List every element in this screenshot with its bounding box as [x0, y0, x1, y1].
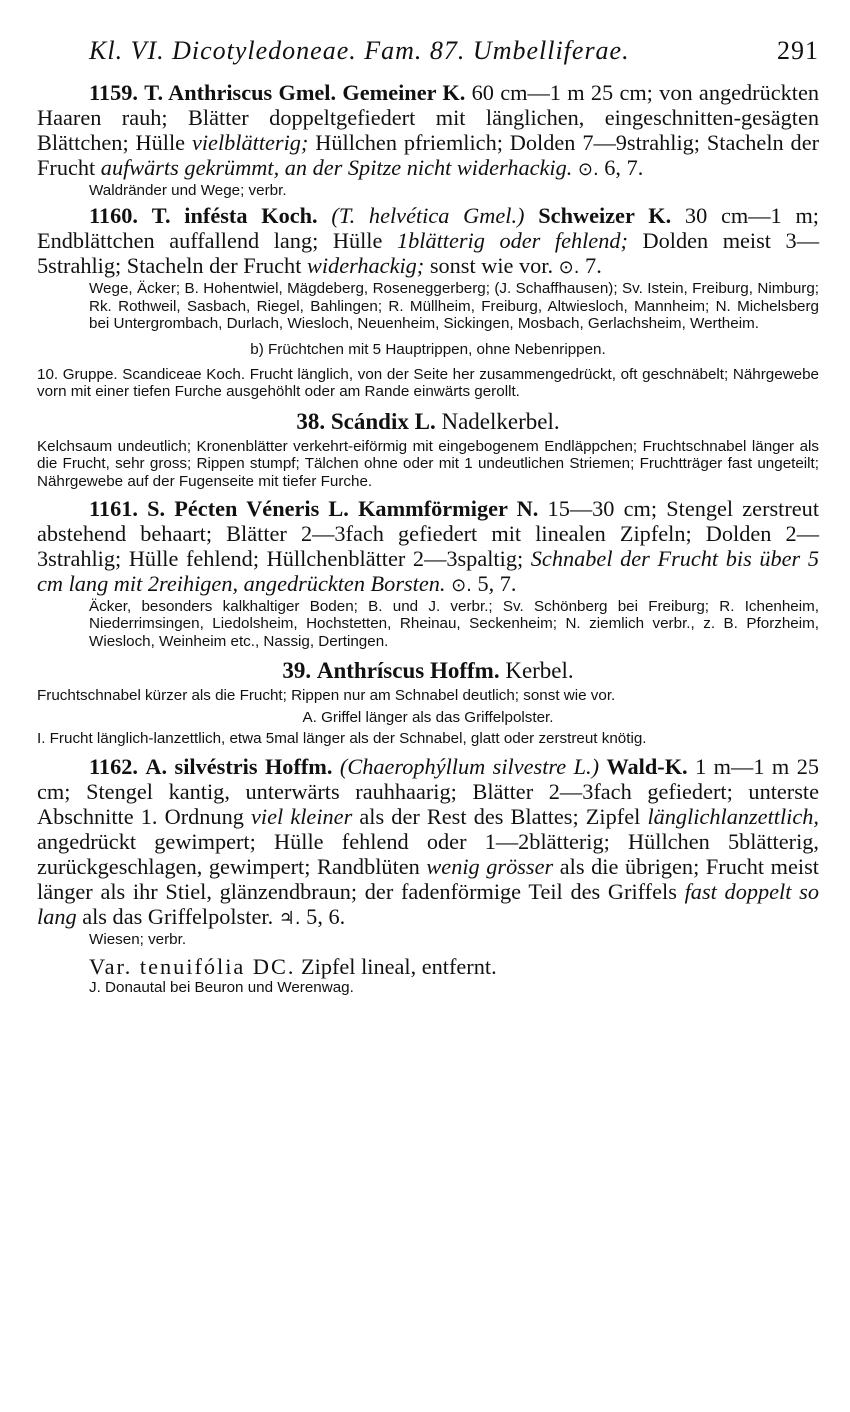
genus-german: Nadelkerbel.	[441, 408, 560, 434]
species-name: T. inféstа Koch.	[151, 203, 318, 229]
habitat: Wege, Äcker; B. Hohentwiel, Mägdeberg, Roseneggerberg; (J. Schaffhausen); Sv. Istein, Freiburg, Nimburg; Rk. Rothweil, Sasbach, Riegel, Bahlingen; R. Müllheim, Freiburg, Altwiesloch, Mannheim; N. Michelsberg bei Untergrombach, Durlach, Wiesloch, Neuenheim, Sickingen, Mosbach, Gerlachsheim, Wertheim.	[89, 280, 819, 333]
variety-habitat: J. Donautal bei Beuron und Werenwag.	[89, 978, 354, 996]
genus-description: Kelchsaum undeutlich; Kronenblätter verkehrt-eiförmig mit eingebogenem Endläppchen; Fruchtschnabel länger als die Frucht, sehr gross; Rippen stumpf; Tälchen ohne oder mit 1 undeutlichen Striemen; Fruchtträger fast ungeteilt; Nährgewebe auf der Fugenseite mit tiefer Furche.	[37, 437, 819, 490]
description: 1 m—1 m 25 cm; Stengel kantig, unterwärts rauhhaarig; Blätter 2—3fach gefiedert; unterste Abschnitte 1. Ordnung	[37, 753, 819, 829]
genus-name: Scándix L.	[330, 408, 436, 434]
german-name: Schweizer K.	[538, 203, 672, 229]
entry-number: 1162.	[89, 753, 138, 779]
description: 30 cm—1 m; Endblättchen auffallend lang; Hülle	[37, 203, 819, 254]
variety	[37, 954, 819, 979]
page	[37, 28, 819, 996]
habitat: Waldränder und Wege; verbr.	[89, 182, 287, 199]
annual-symbol: ⊙.	[577, 159, 599, 180]
german-name: Wald-K.	[606, 753, 688, 779]
entry-1160	[37, 203, 819, 280]
description: Hüllchen pfriemlich; Dolden 7—9strahlig; Stacheln der Frucht	[37, 130, 820, 180]
entry-1161	[37, 496, 819, 598]
description: angedrückt gewimpert; Hülle fehlend oder 1—2blätterig; Hüllchen 5blätterig, zurückgeschlagen, gewimpert; Randblüten	[37, 828, 819, 879]
entry-1159	[37, 80, 819, 182]
description-italic: Schnabel der Frucht bis über 5 cm lang mit 2reihigen, angedrückten Borsten.	[37, 546, 819, 597]
synonym: (T. helvética Gmel.)	[331, 203, 525, 229]
habitat: Wiesen; verbr.	[89, 930, 187, 948]
running-header	[37, 28, 819, 74]
entry-number: 1161.	[89, 496, 138, 522]
key-i: I. Frucht länglich-lanzettlich, etwa 5mal länger als der Schnabel, glatt oder zerstreut knötig.	[37, 730, 647, 748]
description: als das Griffelpolster.	[82, 903, 274, 929]
description: 15—30 cm; Stengel zerstreut abstehend behaart; Blätter 2—3fach gefiedert mit linealen Zipfeln; Dolden 2—3strahlig; Hülle fehlend; Hüllchenblätter 2—3spaltig;	[37, 496, 820, 572]
genus-number: 39.	[282, 658, 312, 684]
annual-symbol: ⊙.	[451, 575, 472, 597]
flowering-months: 5, 7.	[477, 571, 517, 597]
genus-heading	[37, 656, 819, 685]
entry-number: 1159.	[89, 80, 138, 105]
genus-german: Kerbel.	[505, 658, 574, 684]
description: 60 cm—1 m 25 cm; von angedrückten Haaren rauh; Blätter doppeltgefiedert mit länglichen, eingeschnitten-gesägten Blättchen; Hülle	[37, 80, 820, 155]
header-title: Kl. VI. Dicotyledoneae. Fam. 87. Umbelliferae.	[89, 36, 630, 65]
german-name: Kammförmiger N.	[358, 496, 539, 522]
entry-number: 1160.	[89, 203, 138, 229]
annual-symbol: ⊙.	[558, 257, 580, 279]
genus-number: 38.	[296, 408, 326, 434]
description-italic: wenig grösser	[426, 853, 554, 879]
description: Dolden meist 3—5strahlig; Stacheln der Frucht	[37, 228, 819, 279]
entry-1162	[37, 754, 819, 931]
habitat: Äcker, besonders kalkhaltiger Boden; B. und J. verbr.; Sv. Schönberg bei Freiburg; R. Ichenheim, Niederrimsingen, Liedolsheim, Hochstetten, Rheinau, Seckenheim; N. ziemlich verbr., z. B. Pforzheim, Wiesloch, Weinheim etc., Nassig, Dertingen.	[89, 598, 819, 650]
description-italic: länglichlanzettlich,	[647, 803, 819, 829]
page-number: 291	[777, 36, 819, 65]
description: als der Rest des Blattes; Zipfel	[359, 803, 641, 829]
description-italic: fast doppelt so lang	[37, 878, 819, 929]
synonym: (Chaerophýllum silvestre L.)	[339, 753, 600, 779]
description: sonst wie vor.	[429, 253, 554, 279]
flowering-months: 6, 7.	[604, 155, 644, 180]
group-description: 10. Gruppe. Scandiceae Koch. Frucht länglich, von der Seite her zusammengedrückt, oft geschnäbelt; Nährgewebe vorn mit einer tiefen Furche ausgehöhlt oder am Rande einwärts gerollt.	[37, 366, 819, 401]
key-a: A. Griffel länger als das Griffelpolster.	[302, 708, 554, 726]
subsection-heading: b) Früchtchen mit 5 Hauptrippen, ohne Nebenrippen.	[250, 340, 606, 358]
description: als die übrigen; Frucht meist länger als ihr Stiel, glänzendbraun; der fadenförmige Teil des Griffels	[37, 853, 819, 904]
description-italic: vielblätterig;	[191, 130, 309, 155]
variety-description: Zipfel lineal, entfernt.	[301, 953, 497, 979]
genus-name: Anthríscus Hoffm.	[316, 658, 500, 684]
description-italic: viel kleiner	[251, 803, 353, 829]
genus-heading	[37, 407, 819, 436]
german-name: Gemeiner K.	[342, 80, 466, 105]
flowering-months: 7.	[585, 253, 602, 279]
description-italic: aufwärts gekrümmt, an der Spitze nicht widerhackig.	[100, 155, 573, 180]
variety-label: Var. tenuifólia DC.	[89, 953, 296, 979]
genus-description: Fruchtschnabel kürzer als die Frucht; Rippen nur am Schnabel deutlich; sonst wie vor.	[37, 687, 616, 705]
perennial-symbol: ♃.	[278, 907, 301, 929]
description-italic: widerhackig;	[306, 253, 425, 279]
species-name: T. Anthriscus Gmel.	[144, 80, 337, 105]
species-name: A. silvéstris Hoffm.	[145, 753, 333, 779]
flowering-months: 5, 6.	[306, 903, 346, 929]
description-italic: 1blätterig oder fehlend;	[396, 228, 628, 254]
species-name: S. Pécten Véneris L.	[147, 496, 349, 522]
